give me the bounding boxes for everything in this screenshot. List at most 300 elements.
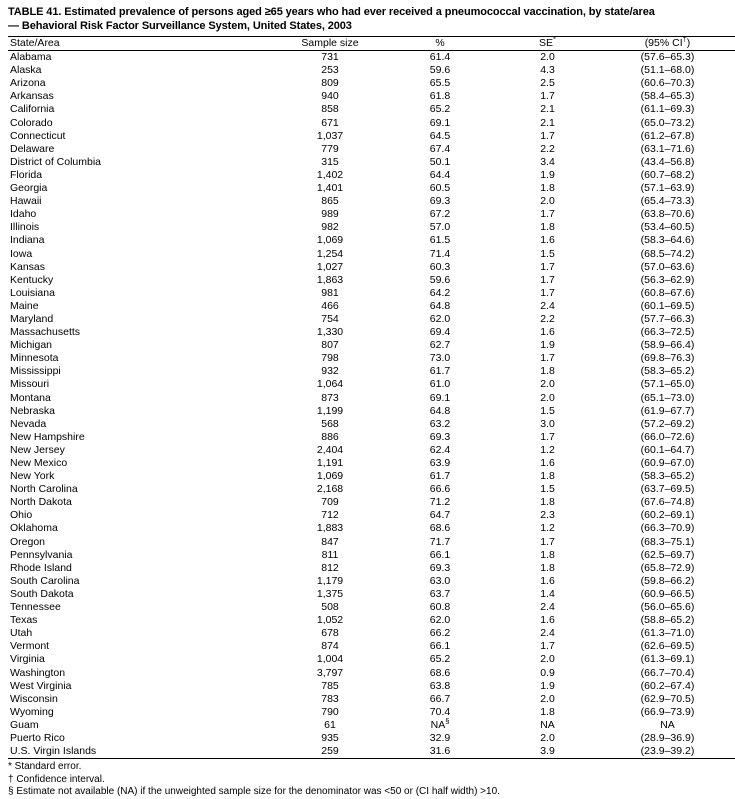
column-header-percent: %: [435, 37, 445, 49]
cell-state: West Virginia: [10, 679, 72, 692]
cell-sample-size: 886: [321, 430, 339, 443]
cell-ci: (57.0–63.6): [640, 260, 695, 273]
cell-state: District of Columbia: [10, 155, 102, 168]
cell-state: Massachusetts: [10, 326, 81, 339]
cell-ci: (28.9–36.9): [640, 731, 695, 744]
cell-state: Georgia: [10, 182, 48, 195]
cell-ci: (60.9–67.0): [640, 457, 695, 469]
table-row: [8, 300, 735, 313]
cell-sample-size: 466: [321, 299, 339, 312]
cell-state: North Dakota: [10, 496, 72, 509]
cell-percent: 61.0: [429, 378, 451, 391]
cell-se: 2.4: [540, 627, 555, 640]
cell-sample-size: 568: [321, 417, 339, 430]
table-row: [8, 693, 735, 706]
cell-sample-size: 315: [321, 155, 339, 168]
cell-sample-size: 1,863: [316, 273, 344, 286]
table-row: [8, 667, 735, 680]
cell-ci: (68.3–75.1): [640, 535, 695, 548]
cell-state: Oregon: [10, 535, 46, 548]
cell-percent: 71.7: [429, 535, 451, 548]
cell-state: South Dakota: [10, 587, 74, 600]
cell-state: Michigan: [10, 339, 53, 352]
cell-percent: 71.4: [429, 247, 451, 260]
cell-percent: 62.0: [429, 614, 451, 627]
table-row: [8, 392, 735, 405]
cell-state: Connecticut: [10, 129, 66, 142]
cell-se: 2.2: [540, 312, 555, 325]
cell-ci: (60.1–64.7): [640, 443, 695, 456]
cell-state: New Mexico: [10, 457, 68, 469]
cell-state: Arizona: [10, 77, 46, 90]
cell-se: 2.4: [540, 601, 555, 614]
table-row: [8, 601, 735, 614]
cell-state: Vermont: [10, 640, 50, 653]
cell-state: Indiana: [10, 234, 45, 247]
cell-percent: 66.6: [429, 483, 451, 496]
cell-sample-size: 1,402: [316, 168, 344, 181]
cell-se: 1.7: [540, 208, 555, 221]
data-table: [8, 36, 735, 759]
cell-state: Texas: [10, 614, 38, 627]
table-row: [8, 103, 735, 116]
column-header-ci: (95% CI†): [644, 34, 691, 49]
cell-ci: (53.4–60.5): [640, 221, 695, 234]
cell-ci: (68.5–74.2): [640, 247, 695, 260]
cell-state: Virginia: [10, 653, 45, 666]
cell-state: Florida: [10, 168, 43, 181]
cell-ci: (58.3–64.6): [640, 234, 695, 247]
cell-sample-size: 2,404: [316, 443, 344, 456]
cell-state: Minnesota: [10, 352, 59, 365]
cell-ci: (62.6–69.5): [640, 640, 695, 653]
cell-ci: (63.7–69.5): [640, 483, 695, 496]
cell-sample-size: 785: [321, 679, 339, 692]
cell-state: Delaware: [10, 142, 55, 155]
cell-percent: 63.7: [429, 587, 451, 600]
cell-percent: 64.5: [429, 129, 451, 142]
cell-se: 2.0: [540, 692, 555, 705]
cell-ci: (57.2–69.2): [640, 417, 695, 430]
cell-percent: 63.2: [429, 417, 451, 430]
table-header: [8, 34, 735, 51]
cell-percent: 59.6: [429, 273, 451, 286]
cell-sample-size: 1,069: [316, 470, 344, 483]
cell-state: Iowa: [10, 247, 33, 260]
cell-percent: 66.7: [429, 692, 451, 705]
cell-se: 1.9: [540, 339, 555, 352]
cell-se: 1.7: [540, 273, 555, 286]
cell-ci: (67.6–74.8): [640, 496, 695, 509]
table-row: [8, 588, 735, 601]
cell-state: Tennessee: [10, 601, 61, 614]
cell-percent: 63.8: [429, 679, 451, 692]
cell-se: 1.8: [540, 548, 555, 561]
cell-ci: (61.2–67.8): [640, 129, 695, 142]
table-row: [8, 182, 735, 195]
table-row: [8, 117, 735, 130]
cell-percent: 57.0: [429, 221, 451, 234]
cell-sample-size: 1,052: [316, 614, 344, 627]
footnote-standard-error: * Standard error.: [8, 761, 82, 773]
table-row: [8, 444, 735, 457]
table-row: [8, 221, 735, 234]
cell-ci: (62.5–69.7): [640, 548, 695, 561]
cell-percent: 65.2: [429, 103, 451, 116]
cell-se: 2.5: [540, 77, 555, 90]
cell-se: 1.6: [540, 574, 555, 587]
table-row: [8, 156, 735, 169]
cell-state: Pennsylvania: [10, 548, 73, 561]
cell-se: NA: [540, 718, 555, 731]
table-row: [8, 169, 735, 182]
cell-sample-size: 508: [321, 601, 339, 614]
table-row: [8, 536, 735, 549]
cell-se: 1.7: [540, 260, 555, 273]
cell-state: U.S. Virgin Islands: [10, 745, 97, 758]
cell-ci: (66.0–72.6): [640, 430, 695, 443]
cell-sample-size: 935: [321, 731, 339, 744]
cell-ci: (65.8–72.9): [640, 561, 695, 574]
cell-ci: (66.3–70.9): [640, 522, 695, 535]
cell-percent: 60.5: [429, 182, 451, 195]
cell-percent: 50.1: [429, 155, 451, 168]
cell-sample-size: 847: [321, 535, 339, 548]
cell-sample-size: 1,254: [316, 247, 344, 260]
cell-state: Kansas: [10, 260, 46, 273]
cell-se: 3.9: [540, 745, 555, 758]
table-header-row: [8, 37, 735, 51]
cell-se: 3.4: [540, 155, 555, 168]
cell-se: 1.8: [540, 496, 555, 509]
cell-sample-size: 709: [321, 496, 339, 509]
cell-sample-size: 3,797: [316, 666, 344, 679]
cell-ci: (61.1–69.3): [640, 103, 695, 116]
cell-percent: 66.2: [429, 627, 451, 640]
cell-percent: 71.2: [429, 496, 451, 509]
table-row: [8, 405, 735, 418]
cell-percent: 69.1: [429, 391, 451, 404]
cell-percent: 61.4: [429, 51, 451, 64]
cell-ci: (51.1–68.0): [640, 64, 695, 77]
cell-se: 1.9: [540, 679, 555, 692]
table-row: [8, 143, 735, 156]
cell-ci: (65.0–73.2): [640, 116, 695, 129]
cell-se: 2.0: [540, 391, 555, 404]
cell-se: 1.7: [540, 430, 555, 443]
cell-percent: 31.6: [429, 745, 451, 758]
cell-percent: 61.7: [429, 365, 451, 378]
cell-state: Louisiana: [10, 286, 55, 299]
cell-se: 1.9: [540, 168, 555, 181]
cell-ci: (43.4–56.8): [640, 155, 695, 168]
table-row: [8, 352, 735, 365]
cell-percent: 61.8: [429, 90, 451, 103]
cell-state: Illinois: [10, 221, 40, 234]
cell-sample-size: 61: [324, 718, 336, 731]
cell-sample-size: 807: [321, 339, 339, 352]
cell-se: 1.8: [540, 561, 555, 574]
cell-percent: 64.8: [429, 299, 451, 312]
cell-se: 1.8: [540, 221, 555, 234]
cell-ci: (57.6–65.3): [640, 51, 695, 64]
cell-sample-size: 1,375: [316, 587, 344, 600]
table-row: [8, 365, 735, 378]
table-title: [8, 6, 727, 33]
cell-ci: (58.8–65.2): [640, 614, 695, 627]
cell-percent: 69.3: [429, 430, 451, 443]
cell-ci: (57.7–66.3): [640, 312, 695, 325]
cell-se: 2.0: [540, 731, 555, 744]
cell-sample-size: 809: [321, 77, 339, 90]
cell-se: 1.5: [540, 404, 555, 417]
table-title-line2: — Behavioral Risk Factor Surveillance System, United States, 2003: [8, 19, 352, 32]
cell-se: 2.4: [540, 299, 555, 312]
table-title-line1: TABLE 41. Estimated prevalence of persons aged ≥65 years who had ever received a pneumococcal vaccination, by state/area: [8, 6, 655, 18]
cell-se: 2.1: [540, 103, 555, 116]
cell-state: Montana: [10, 391, 51, 404]
cell-ci: (66.3–72.5): [640, 326, 695, 339]
table-row: [8, 522, 735, 535]
cell-percent: 62.7: [429, 339, 451, 352]
table-row: [8, 431, 735, 444]
cell-state: Rhode Island: [10, 561, 72, 574]
cell-ci: (60.6–70.3): [640, 77, 695, 90]
cell-ci: (65.4–73.3): [640, 195, 695, 208]
table-row: [8, 339, 735, 352]
cell-percent: 65.2: [429, 653, 451, 666]
cell-percent: 60.3: [429, 260, 451, 273]
cell-sample-size: 1,199: [316, 404, 344, 417]
cell-state: Oklahoma: [10, 522, 58, 535]
cell-sample-size: 1,191: [316, 457, 344, 469]
cell-se: 1.6: [540, 326, 555, 339]
cell-percent: 67.4: [429, 142, 451, 155]
cell-percent: 64.7: [429, 509, 451, 522]
cell-se: 1.8: [540, 470, 555, 483]
cell-ci: (60.7–68.2): [640, 168, 695, 181]
cell-state: Guam: [10, 718, 39, 731]
cell-sample-size: 779: [321, 142, 339, 155]
table-row: [8, 234, 735, 247]
cell-ci: (57.1–63.9): [640, 182, 695, 195]
cell-state: Wyoming: [10, 705, 54, 718]
table-row: [8, 130, 735, 143]
cell-sample-size: 798: [321, 352, 339, 365]
cell-state: Colorado: [10, 116, 53, 129]
table-row: [8, 326, 735, 339]
cell-sample-size: 981: [321, 286, 339, 299]
cell-se: 1.2: [540, 522, 555, 535]
table-row: [8, 745, 735, 759]
table-row: [8, 90, 735, 103]
cell-percent: 62.0: [429, 312, 451, 325]
cell-se: 3.0: [540, 417, 555, 430]
cell-ci: (60.8–67.6): [640, 286, 695, 299]
cell-percent: 68.6: [429, 666, 451, 679]
footnote-na-estimate: § Estimate not available (NA) if the unweighted sample size for the denominator was <50 or (CI half width) >10.: [8, 786, 500, 798]
cell-ci: (56.0–65.6): [640, 601, 695, 614]
cell-percent: 66.1: [429, 640, 451, 653]
cell-percent: 62.4: [429, 443, 451, 456]
cell-sample-size: 754: [321, 312, 339, 325]
table-row: [8, 77, 735, 90]
cell-percent: 32.9: [429, 731, 451, 744]
cell-se: 1.5: [540, 247, 555, 260]
cell-ci: (63.1–71.6): [640, 142, 695, 155]
table-row: [8, 483, 735, 496]
cell-ci: (61.3–69.1): [640, 653, 695, 666]
cell-state: New Hampshire: [10, 430, 85, 443]
cell-ci: NA: [660, 718, 675, 731]
cell-ci: (60.2–67.4): [640, 679, 695, 692]
cell-se: 1.8: [540, 365, 555, 378]
cell-state: Arkansas: [10, 90, 54, 103]
cell-percent: 69.3: [429, 195, 451, 208]
column-header-sample-size: Sample size: [301, 37, 359, 49]
cell-state: Idaho: [10, 208, 37, 221]
cell-sample-size: 1,027: [316, 260, 344, 273]
cell-sample-size: 1,401: [316, 182, 344, 195]
cell-percent: 61.5: [429, 234, 451, 247]
cell-ci: (60.2–69.1): [640, 509, 695, 522]
cell-ci: (60.9–66.5): [640, 587, 695, 600]
table-row: [8, 549, 735, 562]
cell-ci: (69.8–76.3): [640, 352, 695, 365]
cell-sample-size: 783: [321, 692, 339, 705]
cell-state: Kentucky: [10, 273, 54, 286]
table-row: [8, 614, 735, 627]
cell-ci: (58.3–65.2): [640, 470, 695, 483]
cell-se: 1.8: [540, 705, 555, 718]
cell-se: 2.0: [540, 653, 555, 666]
table-row: [8, 640, 735, 653]
cell-state: Alaska: [10, 64, 42, 77]
cell-sample-size: 1,330: [316, 326, 344, 339]
cell-ci: (59.8–66.2): [640, 574, 695, 587]
cell-sample-size: 865: [321, 195, 339, 208]
cell-percent: 65.5: [429, 77, 451, 90]
cell-sample-size: 1,037: [316, 129, 344, 142]
cell-ci: (58.4–65.3): [640, 90, 695, 103]
cell-se: 2.0: [540, 51, 555, 64]
cell-state: Nevada: [10, 417, 47, 430]
cell-sample-size: 874: [321, 640, 339, 653]
cell-se: 4.3: [540, 64, 555, 77]
cell-percent: 67.2: [429, 208, 451, 221]
footnotes: [8, 761, 727, 799]
cell-se: 1.6: [540, 614, 555, 627]
cell-se: 2.3: [540, 509, 555, 522]
table-row: [8, 195, 735, 208]
cell-sample-size: 671: [321, 116, 339, 129]
cell-se: 1.8: [540, 182, 555, 195]
cell-se: 0.9: [540, 666, 555, 679]
cell-se: 1.2: [540, 443, 555, 456]
column-header-se: SE*: [539, 34, 556, 49]
cell-sample-size: 1,179: [316, 574, 344, 587]
cell-se: 1.7: [540, 352, 555, 365]
cell-percent: 66.1: [429, 548, 451, 561]
cell-percent: 73.0: [429, 352, 451, 365]
table-row: [8, 261, 735, 274]
cell-percent: 64.8: [429, 404, 451, 417]
cell-sample-size: 712: [321, 509, 339, 522]
cell-se: 1.6: [540, 234, 555, 247]
table-row: [8, 313, 735, 326]
table-row: [8, 248, 735, 261]
column-header-state: State/Area: [10, 37, 60, 49]
cell-se: 1.4: [540, 587, 555, 600]
table-body: [8, 51, 735, 759]
cell-ci: (65.1–73.0): [640, 391, 695, 404]
table-row: [8, 509, 735, 522]
cell-se: 2.1: [540, 116, 555, 129]
cell-sample-size: 1,069: [316, 234, 344, 247]
cell-percent: 68.6: [429, 522, 451, 535]
cell-state: New Jersey: [10, 443, 65, 456]
cell-ci: (57.1–65.0): [640, 378, 695, 391]
cell-percent: NA§: [430, 716, 450, 731]
cell-sample-size: 259: [321, 745, 339, 758]
table-row: [8, 706, 735, 719]
cell-se: 1.7: [540, 535, 555, 548]
cell-state: Wisconsin: [10, 692, 58, 705]
table-row: [8, 470, 735, 483]
table-row: [8, 64, 735, 77]
cell-se: 2.0: [540, 378, 555, 391]
cell-sample-size: 811: [321, 548, 339, 561]
cell-state: Nebraska: [10, 404, 55, 417]
cell-ci: (66.7–70.4): [640, 666, 695, 679]
cell-sample-size: 989: [321, 208, 339, 221]
table-row: [8, 208, 735, 221]
cell-sample-size: 1,064: [316, 378, 344, 391]
cell-state: Puerto Rico: [10, 731, 65, 744]
cell-state: South Carolina: [10, 574, 80, 587]
table-row: [8, 496, 735, 509]
footnote-confidence-interval: † Confidence interval.: [8, 773, 105, 785]
cell-se: 2.0: [540, 195, 555, 208]
cell-ci: (62.9–70.5): [640, 692, 695, 705]
cell-sample-size: 812: [321, 561, 339, 574]
cell-percent: 70.4: [429, 705, 451, 718]
cell-ci: (66.9–73.9): [640, 705, 695, 718]
table-row: [8, 719, 735, 732]
table-row: [8, 627, 735, 640]
cell-sample-size: 873: [321, 391, 339, 404]
cell-sample-size: 790: [321, 705, 339, 718]
table-row: [8, 274, 735, 287]
cell-ci: (58.9–66.4): [640, 339, 695, 352]
cell-sample-size: 940: [321, 90, 339, 103]
cell-percent: 59.6: [429, 64, 451, 77]
cell-ci: (61.3–71.0): [640, 627, 695, 640]
cell-ci: (56.3–62.9): [640, 273, 695, 286]
cell-sample-size: 858: [321, 103, 339, 116]
cell-sample-size: 678: [321, 627, 339, 640]
cell-percent: 63.9: [429, 457, 451, 469]
cell-percent: 63.0: [429, 574, 451, 587]
cell-state: Hawaii: [10, 195, 42, 208]
table-row: [8, 562, 735, 575]
cell-se: 1.7: [540, 286, 555, 299]
cell-sample-size: 1,004: [316, 653, 344, 666]
cell-state: Washington: [10, 666, 66, 679]
cell-se: 1.7: [540, 90, 555, 103]
cell-state: Missouri: [10, 378, 50, 391]
cell-se: 1.7: [540, 640, 555, 653]
